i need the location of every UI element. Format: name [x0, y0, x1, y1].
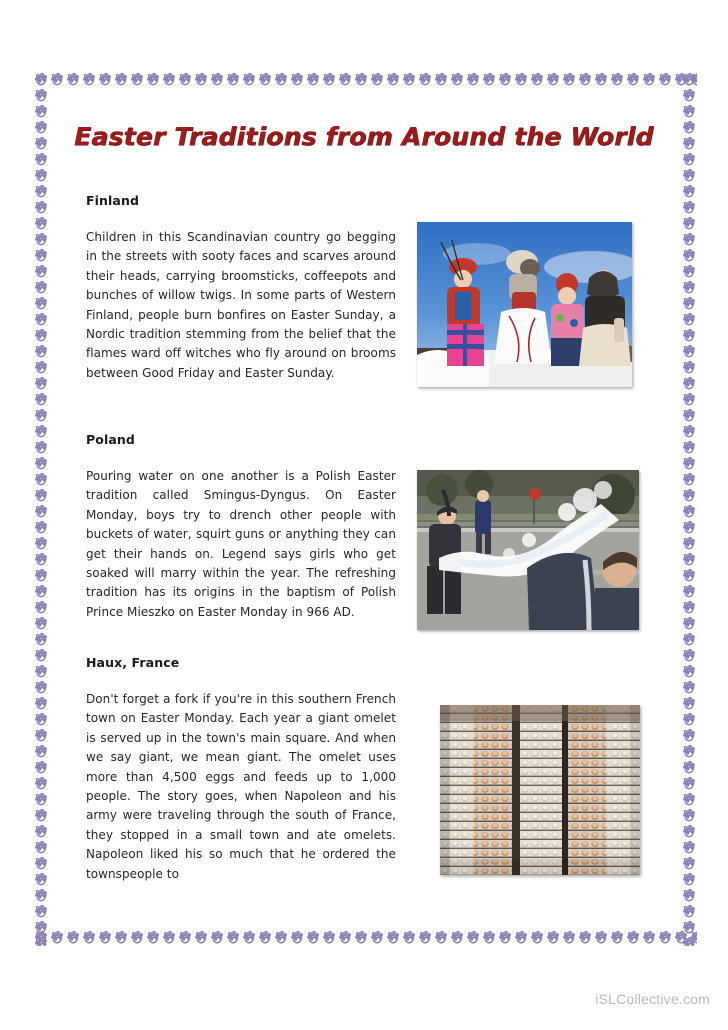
- floral-basket-motif: [33, 728, 49, 744]
- floral-basket-motif: [97, 930, 113, 946]
- floral-basket-motif: [625, 72, 641, 88]
- floral-basket-motif: [673, 930, 689, 946]
- floral-basket-motif: [257, 930, 273, 946]
- floral-basket-motif: [681, 264, 697, 280]
- floral-basket-motif: [513, 72, 529, 88]
- floral-basket-motif: [33, 904, 49, 920]
- floral-basket-motif: [689, 930, 697, 946]
- floral-basket-motif: [33, 232, 49, 248]
- floral-basket-motif: [33, 392, 49, 408]
- floral-basket-motif: [273, 930, 289, 946]
- floral-basket-motif: [33, 696, 49, 712]
- floral-basket-motif: [681, 824, 697, 840]
- floral-basket-motif: [33, 600, 49, 616]
- floral-basket-motif: [681, 88, 697, 104]
- floral-basket-motif: [681, 136, 697, 152]
- floral-basket-motif: [641, 72, 657, 88]
- floral-basket-motif: [681, 120, 697, 136]
- floral-basket-motif: [681, 184, 697, 200]
- floral-basket-motif: [681, 568, 697, 584]
- floral-basket-motif: [33, 616, 49, 632]
- floral-basket-motif: [417, 930, 433, 946]
- floral-basket-motif: [33, 248, 49, 264]
- floral-basket-motif: [681, 200, 697, 216]
- floral-basket-motif: [33, 344, 49, 360]
- floral-basket-motif: [33, 936, 49, 946]
- floral-basket-motif: [33, 136, 49, 152]
- floral-basket-motif: [681, 664, 697, 680]
- floral-basket-motif: [33, 760, 49, 776]
- floral-basket-motif: [681, 600, 697, 616]
- floral-basket-motif: [33, 888, 49, 904]
- floral-basket-motif: [681, 104, 697, 120]
- floral-basket-motif: [681, 840, 697, 856]
- floral-basket-motif: [681, 488, 697, 504]
- floral-basket-motif: [681, 168, 697, 184]
- floral-basket-motif: [33, 360, 49, 376]
- floral-basket-motif: [33, 680, 49, 696]
- floral-basket-motif: [681, 216, 697, 232]
- floral-basket-motif: [641, 930, 657, 946]
- floral-basket-motif: [545, 930, 561, 946]
- floral-basket-motif: [681, 648, 697, 664]
- floral-basket-motif: [681, 456, 697, 472]
- floral-basket-motif: [33, 776, 49, 792]
- section-body-poland: Pouring water on one another is a Polish Easter tradition called Smingus-Dyngus. On Easter Monday, boys try to drench other people with buckets of water, squirt guns or anything they can get their hands on. Legend says girls who get soaked will marry within the year. The refreshing tradition has its origins in the baptism of Polish Prince Mieszko on Easter Monday in 966 AD.: [86, 469, 396, 619]
- floral-basket-motif: [113, 72, 129, 88]
- floral-basket-motif: [369, 72, 385, 88]
- floral-basket-motif: [681, 328, 697, 344]
- floral-basket-motif: [33, 184, 49, 200]
- floral-basket-motif: [241, 72, 257, 88]
- floral-basket-motif: [33, 930, 49, 946]
- floral-basket-motif: [65, 930, 81, 946]
- floral-basket-motif: [161, 72, 177, 88]
- floral-basket-motif: [681, 712, 697, 728]
- finland-children-costumes-photo: [417, 222, 632, 387]
- floral-basket-motif: [337, 72, 353, 88]
- floral-basket-motif: [33, 584, 49, 600]
- floral-basket-motif: [113, 930, 129, 946]
- floral-basket-motif: [433, 72, 449, 88]
- floral-basket-motif: [33, 824, 49, 840]
- floral-basket-motif: [681, 536, 697, 552]
- page-title: Easter Traditions from Around the World: [74, 122, 654, 151]
- floral-basket-motif: [609, 72, 625, 88]
- floral-basket-motif: [681, 472, 697, 488]
- floral-basket-motif: [33, 296, 49, 312]
- floral-basket-motif: [593, 930, 609, 946]
- floral-basket-motif: [513, 930, 529, 946]
- floral-basket-motif: [353, 930, 369, 946]
- floral-basket-motif: [33, 808, 49, 824]
- floral-basket-motif: [33, 504, 49, 520]
- floral-basket-motif: [681, 584, 697, 600]
- floral-basket-motif: [681, 888, 697, 904]
- floral-basket-motif: [161, 930, 177, 946]
- section-heading-france: Haux, France: [86, 655, 180, 670]
- floral-basket-motif: [497, 72, 513, 88]
- floral-basket-motif: [681, 280, 697, 296]
- floral-basket-motif: [33, 264, 49, 280]
- floral-basket-motif: [33, 280, 49, 296]
- floral-basket-motif: [33, 552, 49, 568]
- poland-water-throwing-photo: [417, 470, 639, 630]
- floral-basket-motif: [681, 312, 697, 328]
- floral-basket-motif: [33, 472, 49, 488]
- floral-basket-motif: [33, 664, 49, 680]
- floral-basket-motif: [529, 72, 545, 88]
- floral-basket-motif: [529, 930, 545, 946]
- floral-basket-motif: [33, 312, 49, 328]
- floral-basket-motif: [681, 792, 697, 808]
- floral-basket-motif: [81, 930, 97, 946]
- floral-basket-motif: [33, 72, 49, 88]
- floral-basket-motif: [681, 360, 697, 376]
- floral-basket-motif: [497, 930, 513, 946]
- floral-basket-motif: [241, 930, 257, 946]
- floral-basket-motif: [33, 376, 49, 392]
- floral-basket-motif: [465, 72, 481, 88]
- floral-basket-motif: [81, 72, 97, 88]
- border-right: [681, 72, 697, 946]
- floral-basket-motif: [681, 856, 697, 872]
- floral-basket-motif: [681, 920, 697, 936]
- section-body-finland: Children in this Scandinavian country go begging in the streets with sooty faces and scarves around their heads, carrying broomsticks, coffeepots and bunches of willow twigs. In some parts of Western Finland, people burn bonfires on Easter Sunday, a Nordic tradition stemming from the belief that the flames ward off witches who fly around on brooms between Good Friday and Easter Sunday.: [86, 230, 396, 380]
- floral-basket-motif: [33, 856, 49, 872]
- section-heading-finland: Finland: [86, 193, 139, 208]
- floral-basket-motif: [337, 930, 353, 946]
- floral-basket-motif: [385, 930, 401, 946]
- floral-basket-motif: [561, 930, 577, 946]
- floral-basket-motif: [681, 552, 697, 568]
- floral-basket-motif: [33, 712, 49, 728]
- floral-basket-motif: [449, 930, 465, 946]
- floral-basket-motif: [321, 72, 337, 88]
- floral-basket-motif: [33, 520, 49, 536]
- floral-basket-motif: [681, 520, 697, 536]
- floral-basket-motif: [33, 840, 49, 856]
- floral-basket-motif: [33, 648, 49, 664]
- floral-basket-motif: [401, 930, 417, 946]
- floral-basket-motif: [33, 88, 49, 104]
- floral-basket-motif: [193, 72, 209, 88]
- floral-basket-motif: [681, 296, 697, 312]
- floral-basket-motif: [193, 930, 209, 946]
- floral-basket-motif: [657, 930, 673, 946]
- floral-basket-motif: [145, 72, 161, 88]
- floral-basket-motif: [545, 72, 561, 88]
- border-top: [33, 72, 697, 88]
- floral-basket-motif: [681, 152, 697, 168]
- floral-basket-motif: [33, 536, 49, 552]
- floral-basket-motif: [33, 424, 49, 440]
- floral-basket-motif: [681, 808, 697, 824]
- floral-basket-motif: [609, 930, 625, 946]
- floral-basket-motif: [681, 616, 697, 632]
- floral-basket-motif: [481, 72, 497, 88]
- floral-basket-motif: [673, 72, 689, 88]
- floral-basket-motif: [33, 792, 49, 808]
- section-body-france: Don't forget a fork if you're in this southern French town on Easter Monday. Each year a giant omelet is served up in the town's main square. And when we say giant, we mean giant. The omelet uses more than 4,500 eggs and feeds up to 1,000 people. The story goes, when Napoleon and his army were traveling through the south of France, they stopped in a small town and ate omelets. Napoleon liked his so much that he ordered the townspeople to: [86, 692, 396, 881]
- floral-basket-motif: [209, 930, 225, 946]
- section-heading-poland: Poland: [86, 432, 135, 447]
- floral-basket-motif: [273, 72, 289, 88]
- floral-basket-motif: [33, 744, 49, 760]
- floral-basket-motif: [681, 696, 697, 712]
- floral-basket-motif: [681, 632, 697, 648]
- floral-basket-motif: [49, 72, 65, 88]
- floral-basket-motif: [681, 344, 697, 360]
- france-egg-trays-photo: [440, 705, 640, 875]
- floral-basket-motif: [289, 930, 305, 946]
- floral-basket-motif: [33, 408, 49, 424]
- floral-basket-motif: [433, 930, 449, 946]
- floral-basket-motif: [33, 104, 49, 120]
- floral-basket-motif: [681, 440, 697, 456]
- border-left: [33, 72, 49, 946]
- floral-basket-motif: [97, 72, 113, 88]
- floral-basket-motif: [33, 168, 49, 184]
- floral-basket-motif: [289, 72, 305, 88]
- floral-basket-motif: [681, 424, 697, 440]
- site-watermark: iSLCollective.com: [595, 991, 710, 1007]
- floral-basket-motif: [33, 872, 49, 888]
- floral-basket-motif: [177, 72, 193, 88]
- floral-basket-motif: [33, 200, 49, 216]
- floral-basket-motif: [593, 72, 609, 88]
- floral-basket-motif: [681, 248, 697, 264]
- floral-basket-motif: [681, 232, 697, 248]
- floral-basket-motif: [33, 120, 49, 136]
- floral-basket-motif: [681, 776, 697, 792]
- floral-basket-motif: [681, 504, 697, 520]
- floral-basket-motif: [33, 568, 49, 584]
- floral-basket-motif: [33, 440, 49, 456]
- floral-basket-motif: [33, 632, 49, 648]
- floral-basket-motif: [401, 72, 417, 88]
- floral-basket-motif: [625, 930, 641, 946]
- floral-basket-motif: [681, 872, 697, 888]
- floral-basket-motif: [681, 760, 697, 776]
- floral-basket-motif: [305, 72, 321, 88]
- floral-basket-motif: [33, 152, 49, 168]
- floral-basket-motif: [681, 408, 697, 424]
- floral-basket-motif: [681, 72, 697, 88]
- floral-basket-motif: [561, 72, 577, 88]
- floral-basket-motif: [129, 72, 145, 88]
- floral-basket-motif: [417, 72, 433, 88]
- floral-basket-motif: [681, 680, 697, 696]
- border-bottom: [33, 930, 697, 946]
- floral-basket-motif: [681, 392, 697, 408]
- floral-basket-motif: [33, 216, 49, 232]
- floral-basket-motif: [129, 930, 145, 946]
- floral-basket-motif: [305, 930, 321, 946]
- floral-basket-motif: [33, 456, 49, 472]
- floral-basket-motif: [369, 930, 385, 946]
- floral-basket-motif: [449, 72, 465, 88]
- floral-basket-motif: [33, 328, 49, 344]
- floral-basket-motif: [577, 72, 593, 88]
- floral-basket-motif: [145, 930, 161, 946]
- floral-basket-motif: [225, 72, 241, 88]
- floral-basket-motif: [657, 72, 673, 88]
- floral-basket-motif: [353, 72, 369, 88]
- floral-basket-motif: [681, 904, 697, 920]
- floral-basket-motif: [681, 744, 697, 760]
- floral-basket-motif: [177, 930, 193, 946]
- floral-basket-motif: [49, 930, 65, 946]
- floral-basket-motif: [577, 930, 593, 946]
- floral-basket-motif: [689, 72, 697, 88]
- floral-basket-motif: [321, 930, 337, 946]
- floral-basket-motif: [385, 72, 401, 88]
- floral-basket-motif: [225, 930, 241, 946]
- floral-basket-motif: [33, 72, 49, 88]
- floral-basket-motif: [465, 930, 481, 946]
- floral-basket-motif: [65, 72, 81, 88]
- floral-basket-motif: [33, 488, 49, 504]
- floral-basket-motif: [481, 930, 497, 946]
- floral-basket-motif: [681, 728, 697, 744]
- floral-basket-motif: [257, 72, 273, 88]
- floral-basket-motif: [681, 376, 697, 392]
- floral-basket-motif: [33, 920, 49, 936]
- floral-basket-motif: [209, 72, 225, 88]
- floral-basket-motif: [681, 936, 697, 946]
